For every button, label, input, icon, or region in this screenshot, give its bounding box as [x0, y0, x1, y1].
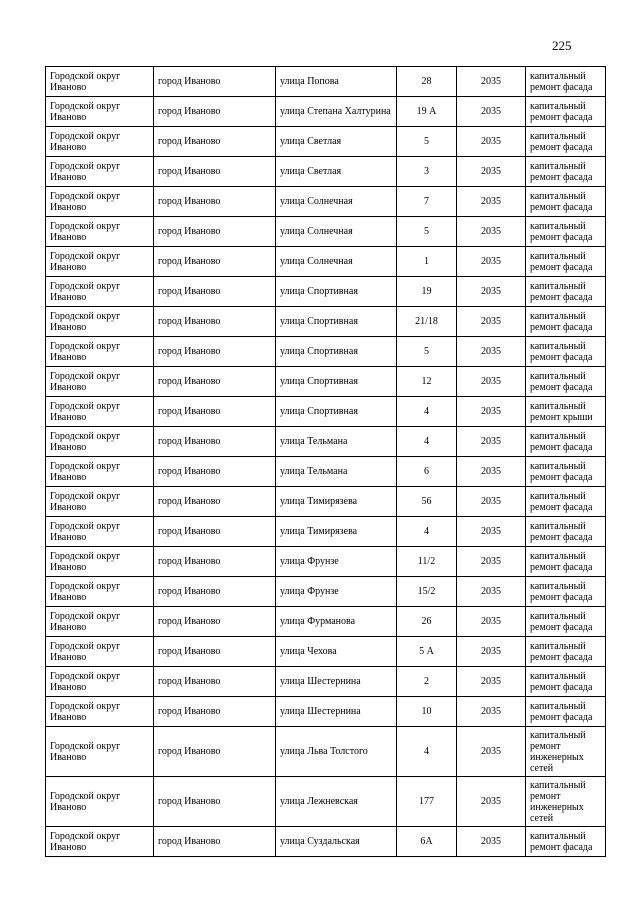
table-row	[46, 637, 606, 667]
table-row	[46, 397, 606, 427]
city-cell: город Иваново	[154, 777, 276, 827]
year-cell: 2035	[457, 247, 526, 277]
house-number-cell: 4	[397, 517, 457, 547]
year-cell: 2035	[457, 157, 526, 187]
district-cell: Городской округ Иваново	[46, 727, 154, 777]
district-cell: Городской округ Иваново	[46, 487, 154, 517]
city-cell: город Иваново	[154, 607, 276, 637]
house-number-cell: 2	[397, 667, 457, 697]
house-number-cell: 19	[397, 277, 457, 307]
district-cell: Городской округ Иваново	[46, 427, 154, 457]
house-number-cell: 5	[397, 127, 457, 157]
table-row	[46, 777, 606, 827]
street-cell: улица Светлая	[276, 157, 397, 187]
table-row	[46, 277, 606, 307]
year-cell: 2035	[457, 667, 526, 697]
work-type-cell: капитальный ремонт фасада	[526, 217, 606, 247]
city-cell: город Иваново	[154, 367, 276, 397]
district-cell: Городской округ Иваново	[46, 337, 154, 367]
city-cell: город Иваново	[154, 187, 276, 217]
city-cell: город Иваново	[154, 517, 276, 547]
district-cell: Городской округ Иваново	[46, 187, 154, 217]
work-type-cell: капитальный ремонт инженерных сетей	[526, 777, 606, 827]
house-number-cell: 6А	[397, 827, 457, 857]
table-row	[46, 697, 606, 727]
table-row	[46, 367, 606, 397]
table-row	[46, 827, 606, 857]
year-cell: 2035	[457, 637, 526, 667]
table-row	[46, 97, 606, 127]
housing-repair-table	[45, 66, 606, 857]
work-type-cell: капитальный ремонт фасада	[526, 667, 606, 697]
house-number-cell: 6	[397, 457, 457, 487]
house-number-cell: 26	[397, 607, 457, 637]
year-cell: 2035	[457, 697, 526, 727]
district-cell: Городской округ Иваново	[46, 67, 154, 97]
street-cell: улица Попова	[276, 67, 397, 97]
city-cell: город Иваново	[154, 697, 276, 727]
district-cell: Городской округ Иваново	[46, 827, 154, 857]
street-cell: улица Лежневская	[276, 777, 397, 827]
year-cell: 2035	[457, 487, 526, 517]
year-cell: 2035	[457, 337, 526, 367]
table-row	[46, 727, 606, 777]
street-cell: улица Фрунзе	[276, 577, 397, 607]
district-cell: Городской округ Иваново	[46, 607, 154, 637]
street-cell: улица Спортивная	[276, 367, 397, 397]
work-type-cell: капитальный ремонт фасада	[526, 97, 606, 127]
street-cell: улица Суздальская	[276, 827, 397, 857]
street-cell: улица Тельмана	[276, 457, 397, 487]
year-cell: 2035	[457, 607, 526, 637]
work-type-cell: капитальный ремонт фасада	[526, 157, 606, 187]
city-cell: город Иваново	[154, 247, 276, 277]
work-type-cell: капитальный ремонт фасада	[526, 427, 606, 457]
city-cell: город Иваново	[154, 277, 276, 307]
house-number-cell: 56	[397, 487, 457, 517]
year-cell: 2035	[457, 277, 526, 307]
year-cell: 2035	[457, 97, 526, 127]
city-cell: город Иваново	[154, 667, 276, 697]
city-cell: город Иваново	[154, 307, 276, 337]
table-row	[46, 307, 606, 337]
work-type-cell: капитальный ремонт крыши	[526, 397, 606, 427]
year-cell: 2035	[457, 457, 526, 487]
year-cell: 2035	[457, 187, 526, 217]
district-cell: Городской округ Иваново	[46, 277, 154, 307]
district-cell: Городской округ Иваново	[46, 777, 154, 827]
street-cell: улица Спортивная	[276, 307, 397, 337]
street-cell: улица Спортивная	[276, 397, 397, 427]
work-type-cell: капитальный ремонт фасада	[526, 187, 606, 217]
house-number-cell: 5	[397, 337, 457, 367]
house-number-cell: 5 А	[397, 637, 457, 667]
year-cell: 2035	[457, 777, 526, 827]
table-row	[46, 517, 606, 547]
table-row	[46, 127, 606, 157]
city-cell: город Иваново	[154, 827, 276, 857]
city-cell: город Иваново	[154, 157, 276, 187]
table-row	[46, 427, 606, 457]
work-type-cell: капитальный ремонт фасада	[526, 127, 606, 157]
table-row	[46, 667, 606, 697]
work-type-cell: капитальный ремонт фасада	[526, 247, 606, 277]
city-cell: город Иваново	[154, 577, 276, 607]
work-type-cell: капитальный ремонт фасада	[526, 607, 606, 637]
work-type-cell: капитальный ремонт фасада	[526, 517, 606, 547]
table-row	[46, 577, 606, 607]
year-cell: 2035	[457, 827, 526, 857]
year-cell: 2035	[457, 517, 526, 547]
work-type-cell: капитальный ремонт фасада	[526, 577, 606, 607]
house-number-cell: 12	[397, 367, 457, 397]
district-cell: Городской округ Иваново	[46, 547, 154, 577]
street-cell: улица Солнечная	[276, 217, 397, 247]
city-cell: город Иваново	[154, 397, 276, 427]
table-row	[46, 247, 606, 277]
house-number-cell: 4	[397, 397, 457, 427]
year-cell: 2035	[457, 727, 526, 777]
work-type-cell: капитальный ремонт фасада	[526, 67, 606, 97]
year-cell: 2035	[457, 127, 526, 157]
house-number-cell: 177	[397, 777, 457, 827]
house-number-cell: 28	[397, 67, 457, 97]
year-cell: 2035	[457, 577, 526, 607]
year-cell: 2035	[457, 427, 526, 457]
year-cell: 2035	[457, 307, 526, 337]
work-type-cell: капитальный ремонт фасада	[526, 547, 606, 577]
city-cell: город Иваново	[154, 127, 276, 157]
city-cell: город Иваново	[154, 637, 276, 667]
district-cell: Городской округ Иваново	[46, 457, 154, 487]
street-cell: улица Фурманова	[276, 607, 397, 637]
city-cell: город Иваново	[154, 337, 276, 367]
street-cell: улица Тимирязева	[276, 517, 397, 547]
district-cell: Городской округ Иваново	[46, 157, 154, 187]
work-type-cell: капитальный ремонт фасада	[526, 697, 606, 727]
street-cell: улица Спортивная	[276, 337, 397, 367]
table-row	[46, 157, 606, 187]
district-cell: Городской округ Иваново	[46, 697, 154, 727]
city-cell: город Иваново	[154, 727, 276, 777]
year-cell: 2035	[457, 547, 526, 577]
work-type-cell: капитальный ремонт фасада	[526, 337, 606, 367]
district-cell: Городской округ Иваново	[46, 307, 154, 337]
house-number-cell: 11/2	[397, 547, 457, 577]
work-type-cell: капитальный ремонт инженерных сетей	[526, 727, 606, 777]
street-cell: улица Солнечная	[276, 187, 397, 217]
table-row	[46, 187, 606, 217]
year-cell: 2035	[457, 367, 526, 397]
district-cell: Городской округ Иваново	[46, 577, 154, 607]
work-type-cell: капитальный ремонт фасада	[526, 277, 606, 307]
city-cell: город Иваново	[154, 67, 276, 97]
table-body	[46, 67, 606, 857]
work-type-cell: капитальный ремонт фасада	[526, 307, 606, 337]
city-cell: город Иваново	[154, 457, 276, 487]
work-type-cell: капитальный ремонт фасада	[526, 827, 606, 857]
district-cell: Городской округ Иваново	[46, 367, 154, 397]
table-row	[46, 487, 606, 517]
work-type-cell: капитальный ремонт фасада	[526, 457, 606, 487]
work-type-cell: капитальный ремонт фасада	[526, 487, 606, 517]
house-number-cell: 1	[397, 247, 457, 277]
city-cell: город Иваново	[154, 427, 276, 457]
city-cell: город Иваново	[154, 547, 276, 577]
house-number-cell: 15/2	[397, 577, 457, 607]
street-cell: улица Светлая	[276, 127, 397, 157]
house-number-cell: 19 А	[397, 97, 457, 127]
house-number-cell: 10	[397, 697, 457, 727]
street-cell: улица Фрунзе	[276, 547, 397, 577]
street-cell: улица Спортивная	[276, 277, 397, 307]
district-cell: Городской округ Иваново	[46, 247, 154, 277]
city-cell: город Иваново	[154, 487, 276, 517]
district-cell: Городской округ Иваново	[46, 397, 154, 427]
table-row	[46, 547, 606, 577]
district-cell: Городской округ Иваново	[46, 127, 154, 157]
house-number-cell: 3	[397, 157, 457, 187]
year-cell: 2035	[457, 67, 526, 97]
table-row	[46, 67, 606, 97]
district-cell: Городской округ Иваново	[46, 97, 154, 127]
city-cell: город Иваново	[154, 217, 276, 247]
street-cell: улица Шестернина	[276, 667, 397, 697]
street-cell: улица Солнечная	[276, 247, 397, 277]
house-number-cell: 7	[397, 187, 457, 217]
district-cell: Городской округ Иваново	[46, 517, 154, 547]
street-cell: улица Шестернина	[276, 697, 397, 727]
street-cell: улица Льва Толстого	[276, 727, 397, 777]
table-row	[46, 217, 606, 247]
page-number: 225	[552, 38, 572, 53]
year-cell: 2035	[457, 397, 526, 427]
house-number-cell: 4	[397, 427, 457, 457]
district-cell: Городской округ Иваново	[46, 667, 154, 697]
table-row	[46, 337, 606, 367]
house-number-cell: 21/18	[397, 307, 457, 337]
street-cell: улица Тимирязева	[276, 487, 397, 517]
work-type-cell: капитальный ремонт фасада	[526, 367, 606, 397]
street-cell: улица Чехова	[276, 637, 397, 667]
city-cell: город Иваново	[154, 97, 276, 127]
house-number-cell: 4	[397, 727, 457, 777]
street-cell: улица Тельмана	[276, 427, 397, 457]
table-row	[46, 457, 606, 487]
work-type-cell: капитальный ремонт фасада	[526, 637, 606, 667]
district-cell: Городской округ Иваново	[46, 217, 154, 247]
house-number-cell: 5	[397, 217, 457, 247]
street-cell: улица Степана Халтурина	[276, 97, 397, 127]
district-cell: Городской округ Иваново	[46, 637, 154, 667]
table-row	[46, 607, 606, 637]
year-cell: 2035	[457, 217, 526, 247]
